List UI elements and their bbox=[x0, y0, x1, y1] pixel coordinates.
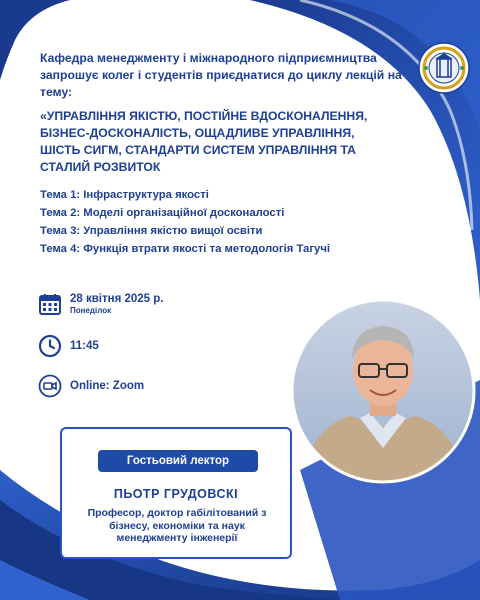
university-emblem-icon bbox=[418, 42, 470, 94]
event-date-row bbox=[38, 292, 164, 316]
speaker-photo bbox=[290, 298, 476, 484]
lecture-theme-title: «УПРАВЛІННЯ ЯКІСТЮ, ПОСТІЙНЕ ВДОСКОНАЛЕННЯ, БІЗНЕС-ДОСКОНАЛІСТЬ, ОЩАДЛИВЕ УПРАВЛІННЯ, ШІСТЬ СИГМ, СТАНДАРТИ СИСТЕМ УПРАВЛІННЯ ТА СТАЛИЙ РОЗВИТОК bbox=[40, 109, 368, 174]
event-time-row bbox=[38, 334, 99, 358]
event-time: 11:45 bbox=[70, 340, 99, 352]
topic-item: Тема 3: Управління якістю вищої освіти bbox=[40, 225, 263, 237]
topic-item: Тема 1: Інфраструктура якості bbox=[40, 189, 209, 201]
video-camera-icon bbox=[38, 374, 62, 398]
guest-lecturer-badge: Гостьовий лектор bbox=[98, 450, 258, 472]
event-weekday: Понеділок bbox=[70, 306, 112, 315]
calendar-icon bbox=[38, 292, 62, 316]
clock-icon bbox=[38, 334, 62, 358]
speaker-name: ПЬОТР ГРУДОВСКІ bbox=[113, 487, 239, 501]
invitation-text: Кафедра менеджменту і міжнародного підприємництва запрошує колег і студентів приєднатися до циклу лекцій на тему: bbox=[40, 51, 402, 99]
event-place: Online: Zoom bbox=[70, 380, 145, 392]
topics-list bbox=[40, 186, 440, 258]
event-date: 28 квітня 2025 р. bbox=[70, 293, 164, 305]
speaker-description: Професор, доктор габілітований з бізнесу, економіки та наук менеджменту інженерії bbox=[87, 507, 267, 544]
speaker-card bbox=[60, 427, 292, 559]
topic-item: Тема 2: Моделі організаційної досконалості bbox=[40, 207, 285, 219]
topic-item: Тема 4: Функція втрати якості та методологія Тагучі bbox=[40, 243, 331, 255]
event-place-row bbox=[38, 374, 144, 398]
